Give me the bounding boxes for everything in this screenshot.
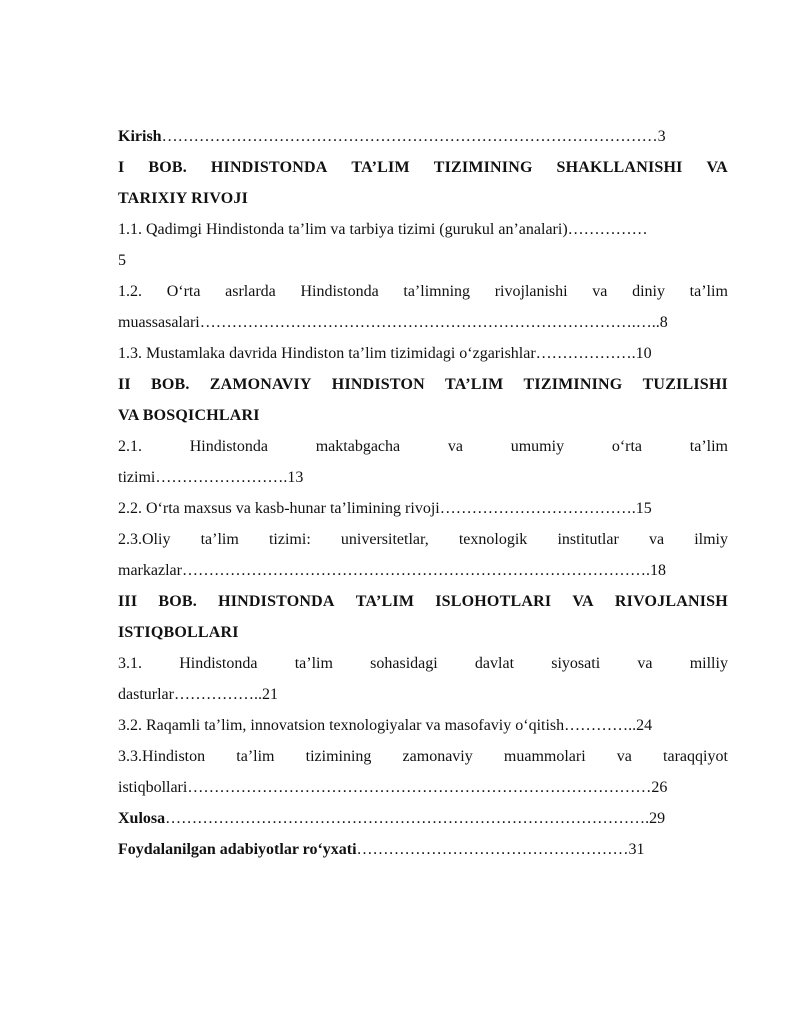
toc-word: tizimi: [268,531,311,548]
toc-word: Hindistonda [179,655,258,672]
toc-entry-2-3-continuation: markazlar…………………………………………………………………………….18 [118,562,666,579]
toc-word: maktabgacha [315,438,401,455]
toc-entry-kirish[interactable] [118,124,728,150]
toc-word: BOB. [158,593,197,610]
toc-word: ta’lim [236,748,275,765]
toc-word: BOB. [148,159,187,176]
toc-entry-label: Kirish [118,128,162,145]
toc-word: muammolari [503,748,586,765]
toc-word: taraqqiyot [663,748,728,765]
toc-chapter-1[interactable] [118,155,728,181]
toc-entry-leader: …………………………………………………………………………………3 [161,128,666,145]
toc-word: TA’LIM [355,593,415,610]
toc-word: davlat [474,655,515,672]
toc-word: sohasidagi [370,655,438,672]
toc-chapter-1-continuation: TARIXIY RIVOJI [118,190,249,207]
toc-word: umumiy [510,438,565,455]
toc-entry-3-1[interactable] [118,651,728,677]
toc-entry-1-2[interactable] [118,279,728,305]
toc-entry-2-1-continuation: tizimi…………………….13 [118,469,304,486]
toc-word: ta’lim [200,531,239,548]
toc-chapter-3[interactable] [118,589,728,615]
toc-entry-label: Foydalanilgan adabiyotlar ro‘yxati [118,841,357,858]
toc-word: milliy [689,655,728,672]
toc-word: TIZIMINING [433,159,533,176]
toc-word: va [648,531,665,548]
toc-entry-xulosa[interactable] [118,806,728,832]
toc-word: TIZIMINING [523,376,623,393]
toc-word: TA’LIM [351,159,410,176]
toc-word: HINDISTONDA [210,159,328,176]
toc-word: 1.2. [118,283,142,300]
toc-word: zamonaviy [402,748,473,765]
toc-entry-1-1[interactable]: 1.1. Qadimgi Hindistonda ta’lim va tarbiya tizimi (gurukul an’analari)…………… [118,221,648,238]
toc-word: TA’LIM [445,376,504,393]
toc-entry-3-1-continuation: dasturlar……………..21 [118,686,278,703]
table-of-contents [118,124,728,863]
toc-word: rivojlanishi [494,283,568,300]
toc-entry-3-3[interactable] [118,744,728,770]
toc-word: Hindistonda [189,438,268,455]
toc-word: ISLOHOTLARI [435,593,552,610]
toc-word: O‘rta [166,283,201,300]
toc-word: I [118,159,125,176]
toc-word: 3.1. [118,655,142,672]
toc-entry-label: Xulosa [118,810,166,827]
toc-word: universitetlar, [340,531,429,548]
toc-entry-3-2[interactable]: 3.2. Raqamli ta’lim, innovatsion texnologiyalar va masofaviy o‘qitish…………..24 [118,717,653,734]
toc-word: ta’lim [294,655,333,672]
toc-word: ta’limning [403,283,471,300]
toc-word: HINDISTON [331,376,425,393]
toc-word: tizimining [305,748,372,765]
toc-word: va [447,438,463,455]
toc-entry-1-2-continuation: muassasalari……………………………………………………………………….…..8 [118,314,668,331]
toc-chapter-2[interactable] [118,372,728,398]
toc-word: va [616,748,632,765]
toc-word: VA [706,159,728,176]
toc-word: texnologik [458,531,528,548]
toc-word: o‘rta [611,438,643,455]
toc-entry-leader: ……………………………………………31 [356,841,645,858]
toc-word: HINDISTONDA [218,593,335,610]
toc-word: VA [572,593,594,610]
toc-word: ZAMONAVIY [209,376,312,393]
toc-word: BOB. [150,376,190,393]
toc-word: asrlarda [225,283,276,300]
toc-word: 3.3.Hindiston [118,748,206,765]
toc-word: III [118,593,138,610]
toc-word: 2.3.Oliy [118,531,171,548]
toc-word: RIVOJLANISH [614,593,728,610]
toc-word: va [637,655,653,672]
toc-entry-2-3[interactable] [118,527,728,553]
toc-chapter-3-continuation: ISTIQBOLLARI [118,624,239,641]
toc-entry-2-2[interactable]: 2.2. O‘rta maxsus va kasb-hunar ta’limining rivoji……………………………….15 [118,500,652,517]
toc-chapter-2-continuation: VA BOSQICHLARI [118,407,260,424]
toc-entry-3-3-continuation: istiqbollari……………………………………………………………………………26 [118,779,668,796]
toc-entry-2-1[interactable] [118,434,728,460]
toc-word: SHAKLLANISHI [556,159,683,176]
toc-entry-adabiyotlar[interactable] [118,837,728,863]
toc-entry-leader: ……………………………………………………………………………….29 [165,810,666,827]
toc-word: siyosati [551,655,601,672]
toc-word: institutlar [557,531,619,548]
toc-word: ta’lim [689,438,728,455]
toc-word: Hindistonda [300,283,379,300]
toc-entry-1-3[interactable]: 1.3. Mustamlaka davrida Hindiston ta’lim tizimidagi o‘zgarishlar……………….10 [118,345,652,362]
toc-word: 2.1. [118,438,142,455]
toc-word: ta’lim [689,283,728,300]
toc-word: II [118,376,131,393]
toc-word: diniy [632,283,665,300]
toc-word: ilmiy [694,531,728,548]
toc-word: va [592,283,608,300]
toc-word: TUZILISHI [642,376,728,393]
toc-entry-1-1-page: 5 [118,252,126,269]
